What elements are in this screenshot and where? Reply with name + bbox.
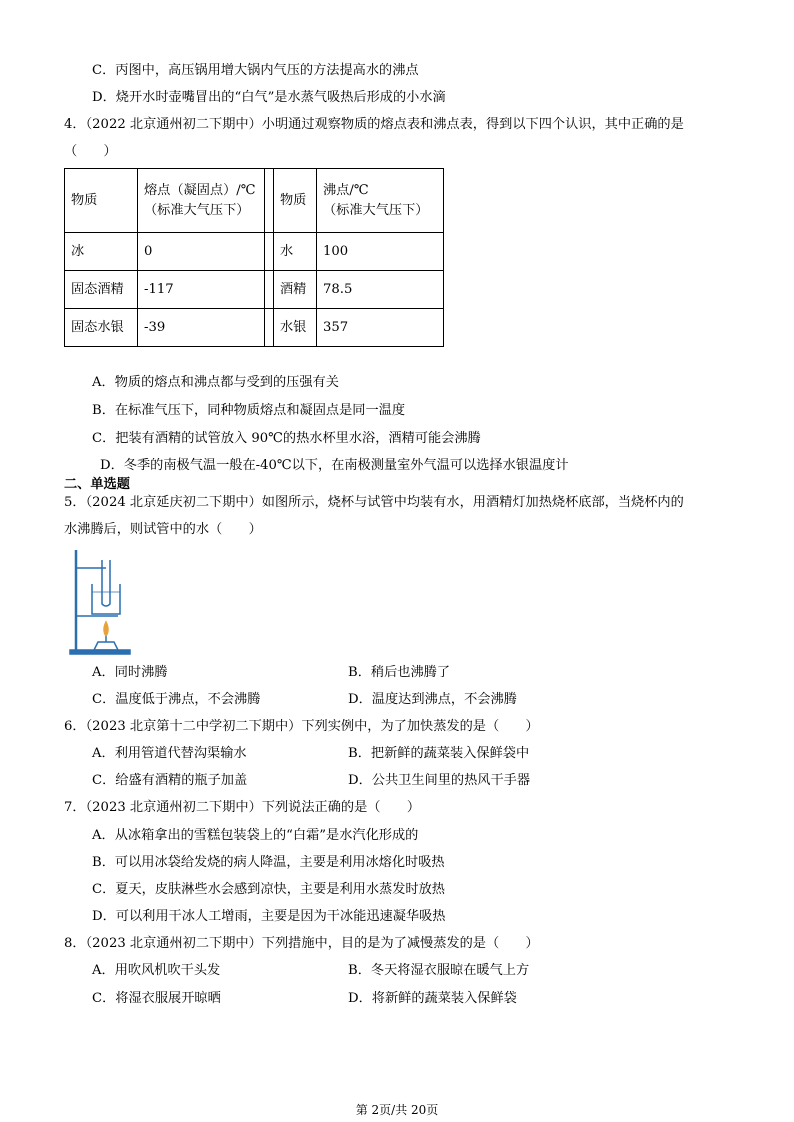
melting-boiling-table: [64, 168, 444, 347]
q6-option-b: B．把新鲜的蔬菜装入保鲜袋中: [348, 746, 530, 761]
q6-option-c: C．给盛有酒精的瓶子加盖: [92, 773, 248, 788]
cell-boiling-point: 100: [317, 233, 444, 271]
table-header-substance-2: 物质: [274, 169, 317, 233]
q5-option-d: D．温度达到沸点，不会沸腾: [348, 692, 517, 707]
q4-stem: 4．（2022 北京通州初二下期中）小明通过观察物质的熔点表和沸点表，得到以下四个认识，其中正确的是: [64, 117, 684, 132]
q8-option-a: A．用吹风机吹干头发: [92, 963, 221, 978]
page-footer: 第 2页/共 20页: [355, 1103, 439, 1117]
q3-option-d: D．烧开水时壶嘴冒出的“白气”是水蒸气吸热后形成的小水滴: [92, 90, 446, 105]
q7-option-d: D．可以利用干冰人工增雨，主要是因为干冰能迅速凝华吸热: [92, 909, 446, 924]
q8-option-b: B．冬天将湿衣服晾在暖气上方: [348, 963, 530, 978]
q5-option-c: C．温度低于沸点，不会沸腾: [92, 692, 261, 707]
q6-stem: 6．（2023 北京第十二中学初二下期中）下列实例中，为了加快蒸发的是（ ）: [64, 719, 539, 734]
cell-liquid-substance: 水: [274, 233, 317, 271]
cell-boiling-point: 78.5: [317, 271, 444, 309]
q5-option-b: B．稍后也沸腾了: [348, 665, 451, 680]
q4-option-d: D．冬季的南极气温一般在-40℃以下，在南极测量室外气温可以选择水银温度计: [100, 458, 569, 473]
table-header-substance: 物质: [65, 169, 138, 233]
q5-option-a: A．同时沸腾: [92, 665, 168, 680]
table-gap: [265, 309, 274, 347]
section-title: 二、单选题: [64, 477, 130, 492]
alcohol-lamp: [94, 642, 118, 650]
q8-option-d: D．将新鲜的蔬菜装入保鲜袋: [348, 991, 517, 1006]
table-header-melting: [138, 169, 265, 233]
cell-melting-point: -39: [138, 309, 265, 347]
cell-melting-point: -117: [138, 271, 265, 309]
q5-stem-cont: 水沸腾后，则试管中的水（ ）: [64, 522, 262, 537]
q7-option-b: B．可以用冰袋给发烧的病人降温，主要是利用冰熔化时吸热: [92, 855, 445, 870]
q4-option-b: B．在标准气压下，同种物质熔点和凝固点是同一温度: [92, 403, 406, 418]
boiling-header-line2: （标准大气压下）: [323, 202, 429, 218]
melting-header-line1: 熔点（凝固点）/℃: [144, 182, 256, 198]
q4-option-c: C．把装有酒精的试管放入 90℃的热水杯里水浴，酒精可能会沸腾: [92, 431, 481, 446]
q4-stem-cont: （ ）: [64, 144, 117, 159]
q8-stem: 8．（2023 北京通州初二下期中）下列措施中，目的是为了减慢蒸发的是（ ）: [64, 936, 539, 951]
q3-option-c: C．丙图中，高压锅用增大锅内气压的方法提高水的沸点: [92, 63, 419, 78]
boiling-apparatus-figure: [68, 546, 132, 656]
beaker: [92, 584, 120, 614]
table-gap: [265, 271, 274, 309]
flame: [104, 622, 108, 636]
table-row: [65, 271, 444, 309]
q7-option-c: C．夏天，皮肤淋些水会感到凉快，主要是利用水蒸发时放热: [92, 882, 445, 897]
q7-option-a: A．从冰箱拿出的雪糕包装袋上的“白霜”是水汽化形成的: [92, 828, 419, 843]
table-row: [65, 309, 444, 347]
cell-solid-substance: 冰: [65, 233, 138, 271]
q8-option-c: C．将湿衣服展开晾晒: [92, 991, 221, 1006]
cell-melting-point: 0: [138, 233, 265, 271]
boiling-header-line1: 沸点/℃: [323, 182, 369, 198]
q6-option-d: D．公共卫生间里的热风干手器: [348, 773, 531, 788]
table-gap: [265, 233, 274, 271]
cell-solid-substance: 固态水银: [65, 309, 138, 347]
melting-header-line2: （标准大气压下）: [144, 202, 250, 218]
table-header-boiling: [317, 169, 444, 233]
q4-option-a: A．物质的熔点和沸点都与受到的压强有关: [92, 375, 339, 390]
test-tube: [102, 560, 110, 606]
table-gap: [265, 169, 274, 233]
q5-stem: 5．（2024 北京延庆初二下期中）如图所示，烧杯与试管中均装有水，用酒精灯加热烧杯底部，当烧杯内的: [64, 495, 684, 510]
cell-liquid-substance: 酒精: [274, 271, 317, 309]
cell-liquid-substance: 水银: [274, 309, 317, 347]
cell-solid-substance: 固态酒精: [65, 271, 138, 309]
table-row: [65, 233, 444, 271]
q7-stem: 7．（2023 北京通州初二下期中）下列说法正确的是（ ）: [64, 800, 421, 815]
cell-boiling-point: 357: [317, 309, 444, 347]
q6-option-a: A．利用管道代替沟渠输水: [92, 746, 247, 761]
